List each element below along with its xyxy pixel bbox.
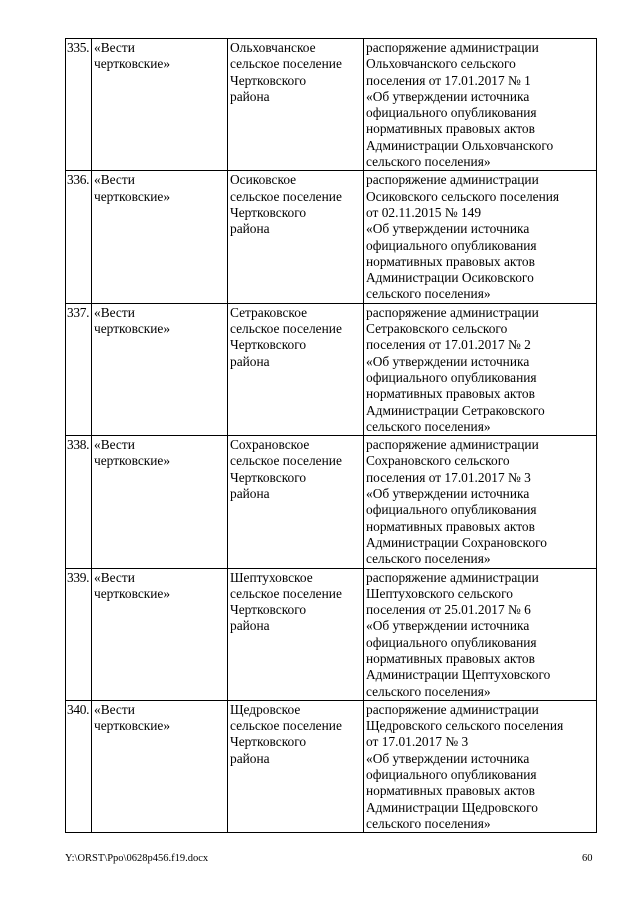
publication-source-cell-line: «Вести <box>94 172 135 188</box>
registry-table <box>65 38 597 833</box>
publication-source-cell <box>92 436 228 568</box>
municipality-cell-line: Сохрановское <box>230 437 310 453</box>
publication-source-cell <box>92 39 228 171</box>
table-row <box>66 303 597 435</box>
legal-act-cell-line: сельского поселения» <box>366 551 491 567</box>
municipality-cell <box>228 171 364 303</box>
municipality-cell-line: района <box>230 221 270 237</box>
publication-source-cell-line: «Вести <box>94 304 135 320</box>
municipality-cell-line: сельское поселение <box>230 188 342 204</box>
municipality-cell-line: сельское поселение <box>230 718 342 734</box>
legal-act-cell-line: нормативных правовых актов <box>366 253 535 269</box>
legal-act-cell-line: официального опубликования <box>366 767 537 783</box>
legal-act-cell-line: нормативных правовых актов <box>366 783 535 799</box>
legal-act-cell-line: Администрации Сетраковского <box>366 402 545 418</box>
municipality-cell-line: сельское поселение <box>230 56 342 72</box>
municipality-cell <box>228 568 364 700</box>
legal-act-cell-line: «Об утверждении источника <box>366 750 530 766</box>
row-number: 337. <box>66 303 92 435</box>
row-number: 338. <box>66 436 92 568</box>
publication-source-cell-line: чертковские» <box>94 585 171 601</box>
legal-act-cell-line: сельского поселения» <box>366 683 491 699</box>
municipality-cell-line: Чертковского <box>230 72 307 88</box>
legal-act-cell-line: нормативных правовых актов <box>366 650 535 666</box>
publication-source-cell-line: чертковские» <box>94 453 171 469</box>
legal-act-cell-line: официального опубликования <box>366 502 537 518</box>
legal-act-cell <box>364 39 597 171</box>
legal-act-cell-line: Шептуховского сельского <box>366 585 513 601</box>
municipality-cell-line: Ольховчанское <box>230 40 316 55</box>
row-number: 335. <box>66 39 92 171</box>
legal-act-cell-line: «Об утверждении источника <box>366 221 530 237</box>
legal-act-cell-line: Администрации Осиковского <box>366 270 534 286</box>
municipality-cell-line: сельское поселение <box>230 321 342 337</box>
municipality-cell <box>228 303 364 435</box>
footer-file-path: Y:\ORST\Ppo\0628p456.f19.docx <box>65 853 209 864</box>
municipality-cell-line: района <box>230 486 270 502</box>
legal-act-cell-line: от 17.01.2017 № 3 <box>366 734 469 750</box>
municipality-cell-line: Чертковского <box>230 469 307 485</box>
footer-page-number: 60 <box>582 853 593 864</box>
legal-act-cell-line: «Об утверждении источника <box>366 486 530 502</box>
municipality-cell <box>228 700 364 832</box>
legal-act-cell-line: Администрации Щептуховского <box>366 667 551 683</box>
table-row <box>66 700 597 832</box>
legal-act-cell <box>364 568 597 700</box>
legal-act-cell-line: от 02.11.2015 № 149 <box>366 204 482 220</box>
legal-act-cell-line: сельского поселения» <box>366 286 491 302</box>
municipality-cell <box>228 39 364 171</box>
legal-act-cell-line: распоряжение администрации <box>366 701 539 717</box>
legal-act-cell <box>364 171 597 303</box>
legal-act-cell-line: сельского поселения» <box>366 815 491 831</box>
legal-act-cell-line: Щедровского сельского поселения <box>366 718 564 734</box>
legal-act-cell-line: официального опубликования <box>366 237 537 253</box>
municipality-cell-line: района <box>230 88 270 104</box>
publication-source-cell <box>92 700 228 832</box>
legal-act-cell-line: официального опубликования <box>366 369 537 385</box>
publication-source-cell-line: чертковские» <box>94 56 171 72</box>
legal-act-cell-line: распоряжение администрации <box>366 569 539 585</box>
municipality-cell-line: Чертковского <box>230 204 307 220</box>
publication-source-cell-line: чертковские» <box>94 321 171 337</box>
municipality-cell-line: Чертковского <box>230 734 307 750</box>
row-number: 336. <box>66 171 92 303</box>
legal-act-cell-line: поселения от 17.01.2017 № 1 <box>366 72 531 88</box>
municipality-cell-line: Чертковского <box>230 602 307 618</box>
registry-table-body <box>66 39 597 833</box>
table-row <box>66 39 597 171</box>
legal-act-cell-line: Администрации Щедровского <box>366 799 538 815</box>
row-number: 339. <box>66 568 92 700</box>
legal-act-cell-line: Осиковского сельского поселения <box>366 188 560 204</box>
legal-act-cell-line: нормативных правовых актов <box>366 386 535 402</box>
legal-act-cell-line: официального опубликования <box>366 105 537 121</box>
row-number: 340. <box>66 700 92 832</box>
municipality-cell-line: Осиковское <box>230 172 297 188</box>
publication-source-cell <box>92 568 228 700</box>
publication-source-cell <box>92 171 228 303</box>
municipality-cell-line: района <box>230 618 270 634</box>
legal-act-cell-line: «Об утверждении источника <box>366 618 530 634</box>
publication-source-cell-line: чертковские» <box>94 718 171 734</box>
legal-act-cell-line: распоряжение администрации <box>366 437 539 453</box>
municipality-cell-line: сельское поселение <box>230 585 342 601</box>
legal-act-cell-line: нормативных правовых актов <box>366 518 535 534</box>
legal-act-cell-line: «Об утверждении источника <box>366 88 530 104</box>
municipality-cell-line: Шептуховское <box>230 569 313 585</box>
legal-act-cell-line: сельского поселения» <box>366 154 491 170</box>
legal-act-cell-line: распоряжение администрации <box>366 304 539 320</box>
publication-source-cell-line: «Вести <box>94 569 135 585</box>
legal-act-cell-line: сельского поселения» <box>366 418 491 434</box>
legal-act-cell <box>364 700 597 832</box>
legal-act-cell-line: распоряжение администрации <box>366 40 539 55</box>
legal-act-cell-line: нормативных правовых актов <box>366 121 535 137</box>
municipality-cell-line: района <box>230 353 270 369</box>
legal-act-cell-line: Сохрановского сельского <box>366 453 510 469</box>
publication-source-cell-line: «Вести <box>94 701 135 717</box>
legal-act-cell-line: Администрации Сохрановского <box>366 534 547 550</box>
legal-act-cell-line: поселения от 25.01.2017 № 6 <box>366 602 531 618</box>
legal-act-cell-line: распоряжение администрации <box>366 172 539 188</box>
legal-act-cell-line: поселения от 17.01.2017 № 2 <box>366 337 531 353</box>
publication-source-cell <box>92 303 228 435</box>
legal-act-cell-line: поселения от 17.01.2017 № 3 <box>366 469 531 485</box>
municipality-cell-line: района <box>230 750 270 766</box>
legal-act-cell <box>364 436 597 568</box>
municipality-cell-line: Чертковского <box>230 337 307 353</box>
legal-act-cell-line: Ольховчанского сельского <box>366 56 516 72</box>
municipality-cell <box>228 436 364 568</box>
municipality-cell-line: сельское поселение <box>230 453 342 469</box>
table-row <box>66 568 597 700</box>
legal-act-cell-line: Сетраковского сельского <box>366 321 508 337</box>
legal-act-cell-line: «Об утверждении источника <box>366 353 530 369</box>
legal-act-cell-line: Администрации Ольховчанского <box>366 137 554 153</box>
publication-source-cell-line: чертковские» <box>94 188 171 204</box>
municipality-cell-line: Щедровское <box>230 701 301 717</box>
publication-source-cell-line: «Вести <box>94 40 135 55</box>
legal-act-cell-line: официального опубликования <box>366 634 537 650</box>
legal-act-cell <box>364 303 597 435</box>
publication-source-cell-line: «Вести <box>94 437 135 453</box>
table-row <box>66 436 597 568</box>
municipality-cell-line: Сетраковское <box>230 304 308 320</box>
table-row <box>66 171 597 303</box>
